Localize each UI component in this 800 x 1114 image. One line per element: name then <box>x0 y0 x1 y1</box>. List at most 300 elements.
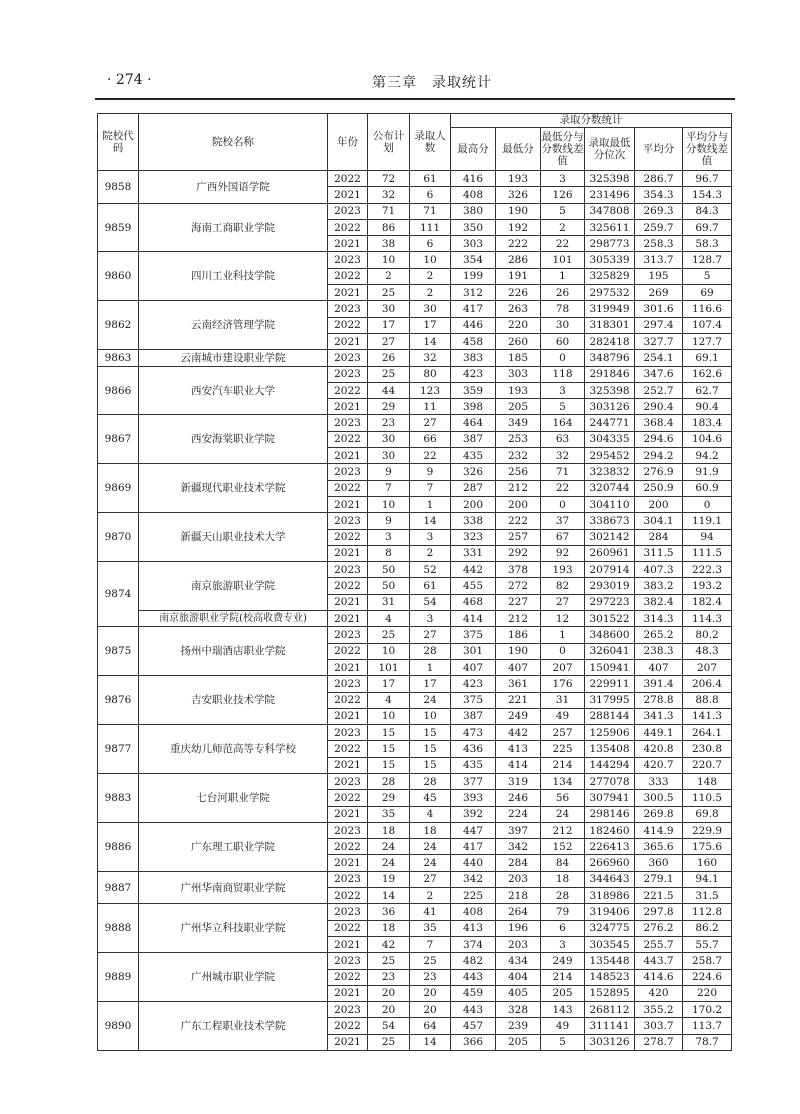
year-cell: 2023 <box>328 773 368 789</box>
table-row <box>98 871 732 887</box>
avg-diff-cell: 222.3 <box>683 562 732 578</box>
min-rank-cell: 297532 <box>585 285 635 301</box>
avg-score-cell: 259.7 <box>635 219 683 235</box>
min-diff-cell: 1 <box>541 627 585 643</box>
min-rank-cell: 297223 <box>585 594 635 610</box>
admit-cell: 35 <box>410 920 451 936</box>
admit-cell: 66 <box>410 431 451 447</box>
max-score-cell: 416 <box>451 171 496 187</box>
avg-diff-cell: 264.1 <box>683 725 732 741</box>
min-diff-cell: 0 <box>541 350 585 366</box>
max-score-cell: 457 <box>451 1018 496 1034</box>
min-score-cell: 272 <box>496 578 541 594</box>
plan-cell: 25 <box>368 366 410 382</box>
min-score-cell: 212 <box>496 480 541 496</box>
min-score-cell: 249 <box>496 708 541 724</box>
min-diff-cell: 84 <box>541 855 585 871</box>
col-admit: 录取人数 <box>410 114 451 171</box>
avg-diff-cell: 94.1 <box>683 871 732 887</box>
school-code: 9876 <box>98 676 139 725</box>
min-rank-cell: 326041 <box>585 643 635 659</box>
max-score-cell: 387 <box>451 708 496 724</box>
max-score-cell: 440 <box>451 855 496 871</box>
col-max: 最高分 <box>451 128 496 171</box>
col-min: 最低分 <box>496 128 541 171</box>
avg-diff-cell: 230.8 <box>683 741 732 757</box>
plan-cell: 35 <box>368 806 410 822</box>
plan-cell: 18 <box>368 920 410 936</box>
admit-cell: 20 <box>410 1002 451 1018</box>
year-cell: 2021 <box>328 1034 368 1050</box>
min-rank-cell: 135448 <box>585 953 635 969</box>
avg-diff-cell: 58.3 <box>683 236 732 252</box>
plan-cell: 27 <box>368 333 410 349</box>
avg-score-cell: 368.4 <box>635 415 683 431</box>
min-score-cell: 256 <box>496 464 541 480</box>
admit-cell: 14 <box>410 513 451 529</box>
min-score-cell: 212 <box>496 611 541 627</box>
min-score-cell: 226 <box>496 285 541 301</box>
min-rank-cell: 325398 <box>585 382 635 398</box>
table-row <box>98 676 732 692</box>
min-diff-cell: 67 <box>541 529 585 545</box>
plan-cell: 24 <box>368 855 410 871</box>
min-score-cell: 222 <box>496 236 541 252</box>
avg-score-cell: 276.2 <box>635 920 683 936</box>
min-score-cell: 397 <box>496 822 541 838</box>
max-score-cell: 468 <box>451 594 496 610</box>
school-name: 重庆幼儿师范高等专科学校 <box>139 725 328 774</box>
min-score-cell: 246 <box>496 790 541 806</box>
avg-diff-cell: 48.3 <box>683 643 732 659</box>
avg-diff-cell: 69.8 <box>683 806 732 822</box>
year-cell: 2021 <box>328 985 368 1001</box>
min-score-cell: 232 <box>496 448 541 464</box>
year-cell: 2021 <box>328 187 368 203</box>
school-code: 9867 <box>98 415 139 464</box>
min-diff-cell: 22 <box>541 236 585 252</box>
avg-score-cell: 360 <box>635 855 683 871</box>
max-score-cell: 447 <box>451 822 496 838</box>
avg-score-cell: 297.8 <box>635 904 683 920</box>
avg-diff-cell: 107.4 <box>683 317 732 333</box>
min-score-cell: 190 <box>496 643 541 659</box>
min-rank-cell: 295452 <box>585 448 635 464</box>
year-cell: 2021 <box>328 448 368 464</box>
min-score-cell: 434 <box>496 953 541 969</box>
min-diff-cell: 60 <box>541 333 585 349</box>
avg-diff-cell: 113.7 <box>683 1018 732 1034</box>
year-cell: 2022 <box>328 920 368 936</box>
avg-diff-cell: 148 <box>683 773 732 789</box>
min-rank-cell: 302142 <box>585 529 635 545</box>
admit-cell: 15 <box>410 741 451 757</box>
avg-diff-cell: 224.6 <box>683 969 732 985</box>
admit-cell: 24 <box>410 692 451 708</box>
avg-diff-cell: 78.7 <box>683 1034 732 1050</box>
plan-cell: 26 <box>368 350 410 366</box>
max-score-cell: 375 <box>451 692 496 708</box>
admit-cell: 25 <box>410 953 451 969</box>
year-cell: 2023 <box>328 871 368 887</box>
plan-cell: 9 <box>368 464 410 480</box>
year-cell: 2021 <box>328 936 368 952</box>
year-cell: 2021 <box>328 285 368 301</box>
max-score-cell: 442 <box>451 562 496 578</box>
min-diff-cell: 18 <box>541 871 585 887</box>
avg-score-cell: 391.4 <box>635 676 683 692</box>
min-diff-cell: 0 <box>541 496 585 512</box>
min-score-cell: 292 <box>496 545 541 561</box>
avg-diff-cell: 88.8 <box>683 692 732 708</box>
school-name: 广州华立科技职业学院 <box>139 904 328 953</box>
school-code: 9858 <box>98 171 139 204</box>
plan-cell: 8 <box>368 545 410 561</box>
min-score-cell: 328 <box>496 1002 541 1018</box>
plan-cell: 28 <box>368 773 410 789</box>
admit-cell: 9 <box>410 464 451 480</box>
min-rank-cell: 325398 <box>585 171 635 187</box>
school-code: 9877 <box>98 725 139 774</box>
max-score-cell: 393 <box>451 790 496 806</box>
year-cell: 2023 <box>328 562 368 578</box>
col-min-diff: 最低分与分数线差值 <box>541 128 585 171</box>
admit-cell: 7 <box>410 936 451 952</box>
table-row <box>98 301 732 317</box>
max-score-cell: 342 <box>451 871 496 887</box>
min-score-cell: 205 <box>496 399 541 415</box>
avg-diff-cell: 175.6 <box>683 839 732 855</box>
year-cell: 2021 <box>328 545 368 561</box>
admit-cell: 30 <box>410 301 451 317</box>
year-cell: 2022 <box>328 839 368 855</box>
admit-cell: 27 <box>410 627 451 643</box>
avg-score-cell: 276.9 <box>635 464 683 480</box>
plan-cell: 25 <box>368 953 410 969</box>
table-row <box>98 464 732 480</box>
admit-cell: 7 <box>410 480 451 496</box>
min-rank-cell: 144294 <box>585 757 635 773</box>
plan-cell: 86 <box>368 219 410 235</box>
min-diff-cell: 225 <box>541 741 585 757</box>
avg-diff-cell: 111.5 <box>683 545 732 561</box>
school-code: 9869 <box>98 464 139 513</box>
year-cell: 2022 <box>328 382 368 398</box>
avg-diff-cell: 31.5 <box>683 888 732 904</box>
avg-diff-cell: 114.3 <box>683 611 732 627</box>
avg-diff-cell: 141.3 <box>683 708 732 724</box>
plan-cell: 10 <box>368 708 410 724</box>
avg-score-cell: 407.3 <box>635 562 683 578</box>
min-rank-cell: 266960 <box>585 855 635 871</box>
admit-cell: 2 <box>410 268 451 284</box>
max-score-cell: 398 <box>451 399 496 415</box>
plan-cell: 7 <box>368 480 410 496</box>
admit-cell: 15 <box>410 757 451 773</box>
min-rank-cell: 135408 <box>585 741 635 757</box>
avg-diff-cell: 84.3 <box>683 203 732 219</box>
avg-diff-cell: 104.6 <box>683 431 732 447</box>
year-cell: 2022 <box>328 529 368 545</box>
min-diff-cell: 32 <box>541 448 585 464</box>
year-cell: 2021 <box>328 399 368 415</box>
year-cell: 2023 <box>328 366 368 382</box>
avg-diff-cell: 119.1 <box>683 513 732 529</box>
avg-score-cell: 355.2 <box>635 1002 683 1018</box>
school-code: 9859 <box>98 203 139 252</box>
plan-cell: 50 <box>368 578 410 594</box>
min-diff-cell: 78 <box>541 301 585 317</box>
avg-score-cell: 313.7 <box>635 252 683 268</box>
table-row <box>98 415 732 431</box>
min-rank-cell: 152895 <box>585 985 635 1001</box>
year-cell: 2022 <box>328 171 368 187</box>
year-cell: 2021 <box>328 757 368 773</box>
school-name: 西安海棠职业学院 <box>139 415 328 464</box>
school-name: 广州华南商贸职业学院 <box>139 871 328 904</box>
avg-diff-cell: 110.5 <box>683 790 732 806</box>
min-rank-cell: 226413 <box>585 839 635 855</box>
school-name: 云南城市建设职业学院 <box>139 350 328 366</box>
min-score-cell: 227 <box>496 594 541 610</box>
year-cell: 2023 <box>328 252 368 268</box>
avg-diff-cell: 90.4 <box>683 399 732 415</box>
admit-cell: 52 <box>410 562 451 578</box>
plan-cell: 15 <box>368 725 410 741</box>
avg-diff-cell: 62.7 <box>683 382 732 398</box>
year-cell: 2022 <box>328 790 368 806</box>
avg-score-cell: 407 <box>635 659 683 675</box>
max-score-cell: 423 <box>451 366 496 382</box>
max-score-cell: 374 <box>451 936 496 952</box>
school-name: 扬州中瑞酒店职业学院 <box>139 627 328 676</box>
min-diff-cell: 249 <box>541 953 585 969</box>
avg-score-cell: 286.7 <box>635 171 683 187</box>
table-row <box>98 513 732 529</box>
max-score-cell: 482 <box>451 953 496 969</box>
min-diff-cell: 3 <box>541 382 585 398</box>
min-score-cell: 196 <box>496 920 541 936</box>
admit-cell: 14 <box>410 1034 451 1050</box>
min-diff-cell: 92 <box>541 545 585 561</box>
min-score-cell: 260 <box>496 333 541 349</box>
max-score-cell: 287 <box>451 480 496 496</box>
min-rank-cell: 304335 <box>585 431 635 447</box>
table-body <box>98 171 732 1051</box>
table-row <box>98 171 732 187</box>
year-cell: 2023 <box>328 725 368 741</box>
avg-diff-cell: 55.7 <box>683 936 732 952</box>
school-name: 七台河职业学院 <box>139 773 328 822</box>
chapter-title: 第三章 录取统计 <box>372 75 492 91</box>
col-code: 院校代码 <box>98 114 139 171</box>
avg-diff-cell: 162.6 <box>683 366 732 382</box>
avg-diff-cell: 94 <box>683 529 732 545</box>
avg-score-cell: 265.2 <box>635 627 683 643</box>
year-cell: 2023 <box>328 627 368 643</box>
min-rank-cell: 288144 <box>585 708 635 724</box>
admit-cell: 111 <box>410 219 451 235</box>
year-cell: 2023 <box>328 301 368 317</box>
plan-cell: 101 <box>368 659 410 675</box>
max-score-cell: 359 <box>451 382 496 398</box>
avg-score-cell: 254.1 <box>635 350 683 366</box>
plan-cell: 9 <box>368 513 410 529</box>
max-score-cell: 413 <box>451 920 496 936</box>
avg-diff-cell: 183.4 <box>683 415 732 431</box>
admit-cell: 10 <box>410 708 451 724</box>
admit-cell: 2 <box>410 285 451 301</box>
min-rank-cell: 320744 <box>585 480 635 496</box>
min-diff-cell: 49 <box>541 1018 585 1034</box>
min-rank-cell: 301522 <box>585 611 635 627</box>
min-score-cell: 404 <box>496 969 541 985</box>
min-diff-cell: 63 <box>541 431 585 447</box>
avg-diff-cell: 220.7 <box>683 757 732 773</box>
plan-cell: 10 <box>368 496 410 512</box>
min-diff-cell: 164 <box>541 415 585 431</box>
min-rank-cell: 244771 <box>585 415 635 431</box>
min-score-cell: 284 <box>496 855 541 871</box>
avg-score-cell: 238.3 <box>635 643 683 659</box>
min-rank-cell: 325829 <box>585 268 635 284</box>
max-score-cell: 414 <box>451 611 496 627</box>
admit-cell: 23 <box>410 969 451 985</box>
table-row <box>98 611 732 627</box>
max-score-cell: 473 <box>451 725 496 741</box>
avg-score-cell: 414.6 <box>635 969 683 985</box>
min-score-cell: 200 <box>496 496 541 512</box>
min-diff-cell: 12 <box>541 611 585 627</box>
avg-score-cell: 221.5 <box>635 888 683 904</box>
admit-cell: 24 <box>410 839 451 855</box>
admit-cell: 71 <box>410 203 451 219</box>
min-score-cell: 257 <box>496 529 541 545</box>
school-code: 9887 <box>98 871 139 904</box>
plan-cell: 72 <box>368 171 410 187</box>
min-rank-cell: 148523 <box>585 969 635 985</box>
min-diff-cell: 3 <box>541 936 585 952</box>
school-name: 南京旅游职业学院 <box>139 562 328 611</box>
plan-cell: 10 <box>368 252 410 268</box>
admit-cell: 14 <box>410 333 451 349</box>
avg-score-cell: 382.4 <box>635 594 683 610</box>
admit-cell: 28 <box>410 773 451 789</box>
max-score-cell: 366 <box>451 1034 496 1050</box>
admit-cell: 11 <box>410 399 451 415</box>
min-diff-cell: 26 <box>541 285 585 301</box>
plan-cell: 31 <box>368 594 410 610</box>
avg-diff-cell: 112.8 <box>683 904 732 920</box>
school-code: 9863 <box>98 350 139 366</box>
min-rank-cell: 125906 <box>585 725 635 741</box>
min-diff-cell: 257 <box>541 725 585 741</box>
max-score-cell: 464 <box>451 415 496 431</box>
plan-cell: 50 <box>368 562 410 578</box>
min-score-cell: 253 <box>496 431 541 447</box>
max-score-cell: 408 <box>451 187 496 203</box>
avg-score-cell: 347.6 <box>635 366 683 382</box>
avg-diff-cell: 206.4 <box>683 676 732 692</box>
min-rank-cell: 303126 <box>585 1034 635 1050</box>
avg-diff-cell: 69.7 <box>683 219 732 235</box>
avg-score-cell: 443.7 <box>635 953 683 969</box>
year-cell: 2021 <box>328 333 368 349</box>
min-score-cell: 222 <box>496 513 541 529</box>
avg-diff-cell: 229.9 <box>683 822 732 838</box>
min-diff-cell: 79 <box>541 904 585 920</box>
school-code: 9870 <box>98 513 139 562</box>
school-name: 四川工业科技学院 <box>139 252 328 301</box>
max-score-cell: 383 <box>451 350 496 366</box>
min-rank-cell: 260961 <box>585 545 635 561</box>
school-code: 9888 <box>98 904 139 953</box>
min-rank-cell: 182460 <box>585 822 635 838</box>
min-rank-cell: 338673 <box>585 513 635 529</box>
school-name: 吉安职业技术学院 <box>139 676 328 725</box>
min-diff-cell: 24 <box>541 806 585 822</box>
min-diff-cell: 126 <box>541 187 585 203</box>
avg-diff-cell: 80.2 <box>683 627 732 643</box>
admit-cell: 61 <box>410 578 451 594</box>
min-rank-cell: 268112 <box>585 1002 635 1018</box>
header-rule <box>95 98 735 100</box>
avg-diff-cell: 96.7 <box>683 171 732 187</box>
min-score-cell: 185 <box>496 350 541 366</box>
avg-score-cell: 333 <box>635 773 683 789</box>
min-rank-cell: 319949 <box>585 301 635 317</box>
max-score-cell: 435 <box>451 448 496 464</box>
min-diff-cell: 176 <box>541 676 585 692</box>
min-score-cell: 192 <box>496 219 541 235</box>
plan-cell: 20 <box>368 1002 410 1018</box>
table-row <box>98 366 732 382</box>
col-year: 年份 <box>328 114 368 171</box>
min-rank-cell: 303545 <box>585 936 635 952</box>
min-rank-cell: 319406 <box>585 904 635 920</box>
school-name: 云南经济管理学院 <box>139 301 328 350</box>
admit-cell: 2 <box>410 888 451 904</box>
year-cell: 2021 <box>328 659 368 675</box>
table-row <box>98 203 732 219</box>
max-score-cell: 423 <box>451 676 496 692</box>
avg-score-cell: 383.2 <box>635 578 683 594</box>
max-score-cell: 417 <box>451 301 496 317</box>
table-row <box>98 725 732 741</box>
admit-cell: 64 <box>410 1018 451 1034</box>
plan-cell: 23 <box>368 969 410 985</box>
avg-score-cell: 365.6 <box>635 839 683 855</box>
min-diff-cell: 31 <box>541 692 585 708</box>
admit-cell: 10 <box>410 252 451 268</box>
avg-score-cell: 414.9 <box>635 822 683 838</box>
year-cell: 2022 <box>328 219 368 235</box>
min-score-cell: 186 <box>496 627 541 643</box>
avg-diff-cell: 0 <box>683 496 732 512</box>
min-score-cell: 263 <box>496 301 541 317</box>
max-score-cell: 350 <box>451 219 496 235</box>
min-score-cell: 221 <box>496 692 541 708</box>
col-avg: 平均分 <box>635 128 683 171</box>
avg-score-cell: 303.7 <box>635 1018 683 1034</box>
min-rank-cell: 303126 <box>585 399 635 415</box>
school-name: 广州城市职业学院 <box>139 953 328 1002</box>
year-cell: 2023 <box>328 676 368 692</box>
school-code: 9866 <box>98 366 139 415</box>
year-cell: 2021 <box>328 496 368 512</box>
admit-cell: 61 <box>410 171 451 187</box>
min-score-cell: 193 <box>496 382 541 398</box>
